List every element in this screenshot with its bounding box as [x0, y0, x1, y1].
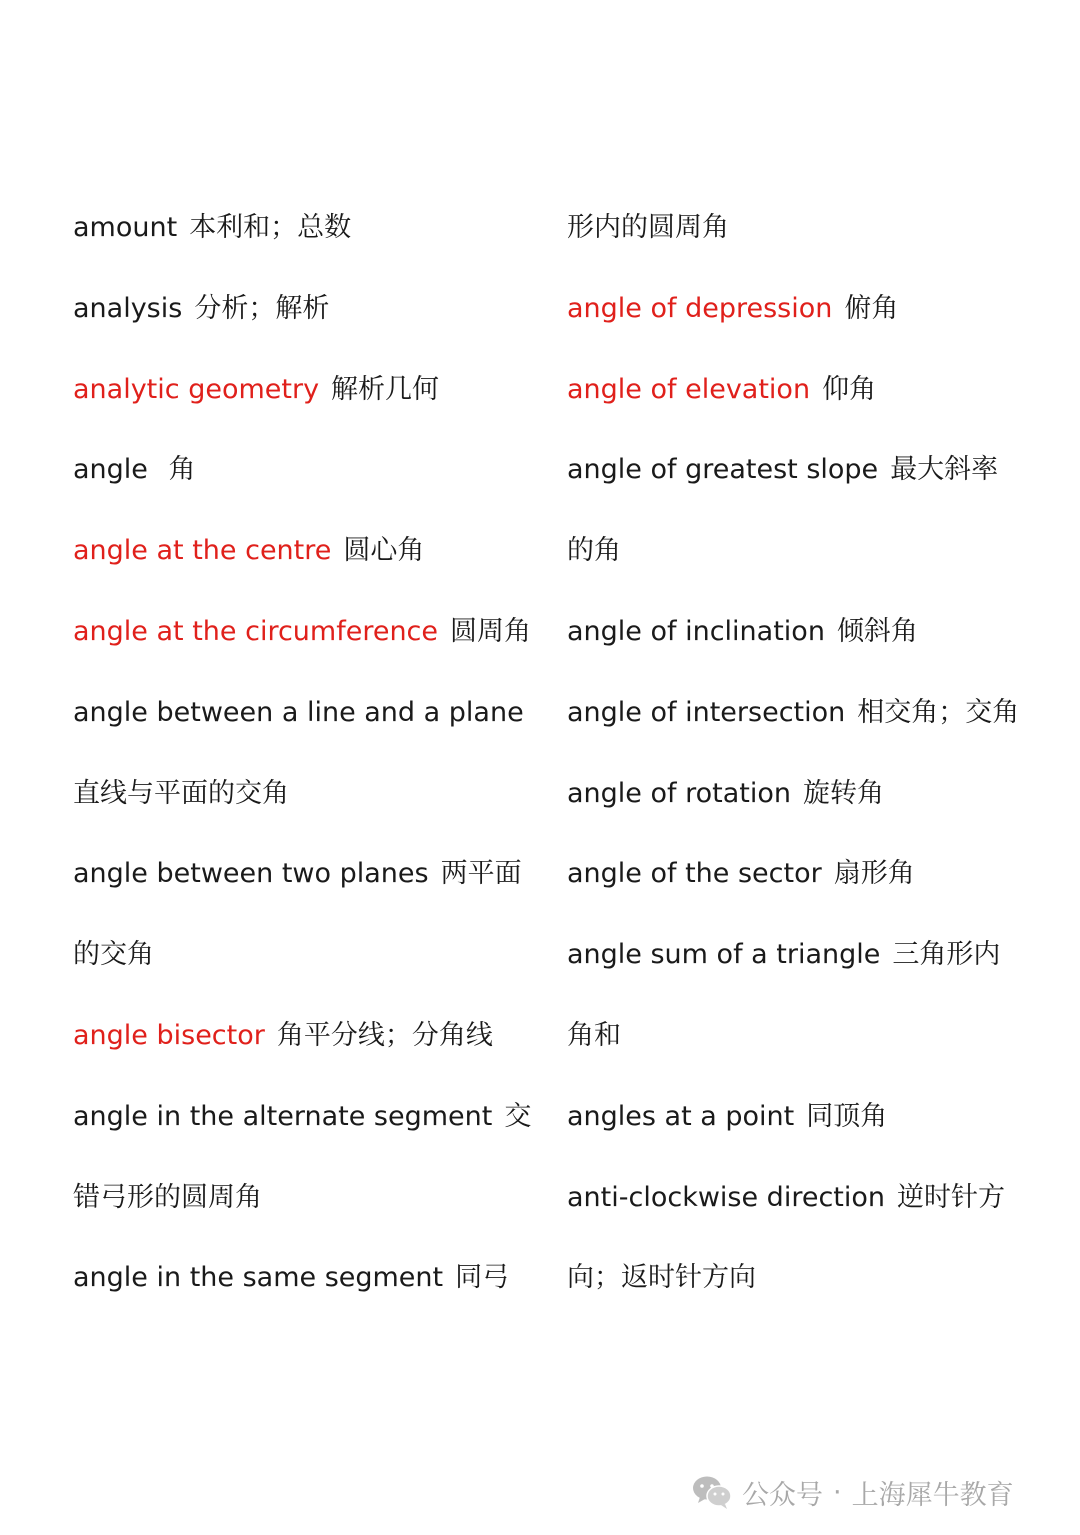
vocab-line — [73, 1178, 523, 1259]
vocab-line — [73, 531, 523, 612]
vocab-line — [73, 208, 523, 289]
vocab-definition: 最大斜率 — [890, 454, 999, 486]
vocab-term: analytic geometry — [73, 373, 320, 405]
vocab-line — [73, 1097, 532, 1178]
vocab-term: angle of inclination — [567, 615, 825, 647]
vocab-term: angle of intersection — [567, 696, 846, 728]
vocab-term: anti-clockwise direction — [567, 1181, 886, 1213]
vocab-definition: 角和 — [567, 1019, 621, 1051]
vocab-line — [567, 774, 1017, 855]
vocab-term: angle of the sector — [567, 858, 822, 890]
vocab-line — [567, 208, 1017, 289]
right-column — [567, 208, 1020, 1339]
vocab-line — [567, 693, 1020, 774]
vocab-definition: 圆心角 — [343, 535, 425, 567]
vocab-line — [567, 531, 1017, 612]
footer-account: 上海犀牛教育 — [851, 1479, 1014, 1511]
vocab-line — [73, 612, 532, 693]
vocab-definition: 本利和；总数 — [189, 212, 352, 243]
footer-label: 公众号 — [742, 1479, 823, 1511]
vocab-term: angles at a point — [567, 1100, 795, 1132]
vocab-line — [567, 935, 1017, 1016]
vocab-term: angle of rotation — [567, 777, 791, 809]
vocab-line — [73, 450, 523, 531]
vocab-term: angle of depression — [567, 292, 833, 324]
vocab-line — [73, 854, 523, 935]
vocab-definition: 交 — [504, 1100, 532, 1132]
vocab-term: angle of elevation — [567, 373, 811, 405]
vocab-line — [567, 854, 1017, 935]
vocab-definition: 的交角 — [73, 939, 154, 971]
vocab-definition: 仰角 — [822, 373, 877, 405]
vocab-term: angle between two planes — [73, 858, 429, 890]
vocab-term: angle — [73, 454, 148, 486]
vocab-term: angle at the circumference — [73, 615, 439, 647]
vocab-definition: 错弓形的圆周角 — [73, 1181, 262, 1213]
vocab-definition: 相交角；交角 — [857, 696, 1020, 728]
vocab-line — [73, 693, 523, 774]
vocab-line — [567, 612, 1017, 693]
vocab-definition: 解析几何 — [331, 373, 440, 405]
vocab-term: angle in the same segment — [73, 1262, 444, 1294]
vocab-definition: 分析；解析 — [194, 292, 330, 324]
vocab-term: angle at the centre — [73, 535, 332, 567]
vocab-definition: 向；返时针方向 — [567, 1262, 756, 1294]
vocab-definition: 两平面 — [440, 858, 522, 890]
vocab-term: angle between a line and a plane — [73, 696, 524, 728]
vocab-definition: 同弓 — [455, 1262, 510, 1294]
vocab-line — [567, 370, 1017, 451]
left-column — [73, 208, 532, 1339]
vocab-term: angle bisector — [73, 1019, 265, 1051]
vocab-term: angle in the alternate segment — [73, 1100, 493, 1132]
vocab-line — [567, 1016, 1017, 1097]
vocab-term: angle of greatest slope — [567, 454, 879, 486]
vocab-line — [73, 1258, 523, 1339]
vocab-line — [73, 1016, 523, 1097]
vocab-definition: 直线与平面的交角 — [73, 777, 289, 809]
vocab-definition: 形内的圆周角 — [567, 212, 729, 243]
vocab-definition: 角 — [159, 454, 196, 486]
wechat-icon — [692, 1474, 732, 1510]
vocab-definition: 三角形内 — [892, 939, 1001, 971]
footer-separator: · — [833, 1476, 842, 1508]
vocab-line — [567, 1258, 1017, 1339]
vocab-definition: 的角 — [567, 535, 621, 567]
vocab-term: amount — [73, 212, 178, 243]
watermark-footer — [692, 1470, 1014, 1514]
vocab-line — [567, 289, 1017, 370]
vocab-definition: 扇形角 — [833, 858, 915, 890]
vocab-definition: 同顶角 — [806, 1100, 888, 1132]
vocab-term: analysis — [73, 292, 183, 324]
vocab-definition: 旋转角 — [802, 777, 884, 809]
vocab-line — [567, 450, 1017, 531]
vocab-definition: 角平分线；分角线 — [276, 1019, 493, 1051]
vocab-definition: 倾斜角 — [836, 615, 918, 647]
vocab-line — [567, 1178, 1017, 1259]
vocab-line — [73, 370, 523, 451]
vocab-line — [73, 289, 523, 370]
vocab-definition: 逆时针方 — [897, 1181, 1006, 1213]
vocab-line — [73, 935, 523, 1016]
vocab-definition: 俯角 — [844, 292, 899, 324]
vocab-term: angle sum of a triangle — [567, 939, 881, 971]
vocab-definition: 圆周角 — [450, 615, 532, 647]
vocab-line — [73, 774, 523, 855]
vocab-line — [567, 1097, 1017, 1178]
